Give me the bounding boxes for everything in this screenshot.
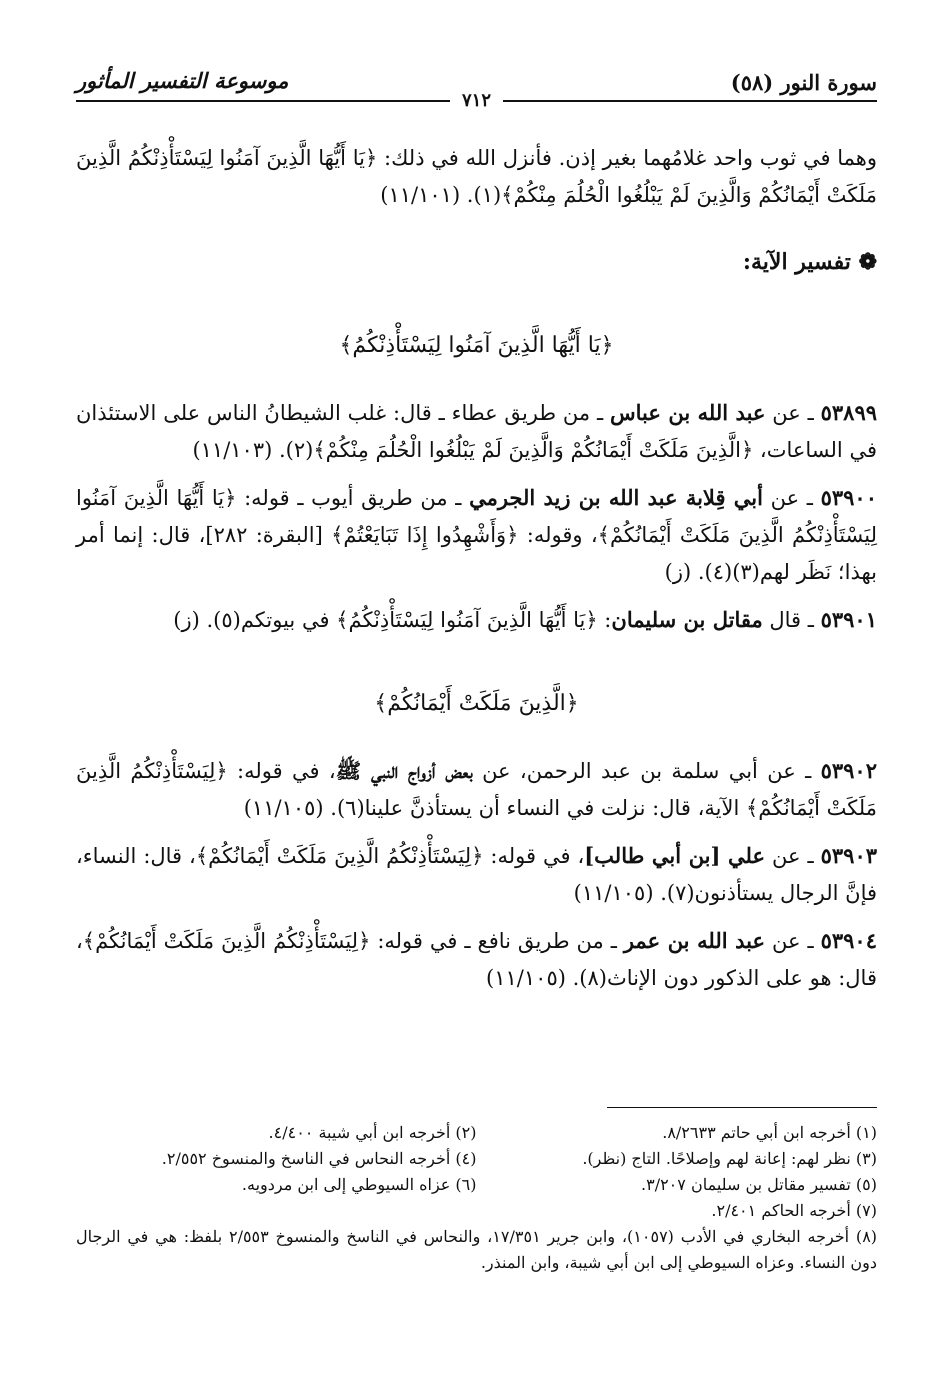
footnote-8: (٨) أخرجه البخاري في الأدب (١٠٥٧)، وابن جرير ١٧/٣٥١، والنحاس في الناسخ والمنسوخ ٢/٥٥٣ بلفظ: هي في الرجال دون النساء. وعزاه السيوطي إلى ابن أبي شيبة، وابن المنذر. xyxy=(76,1227,878,1272)
footnote-4: (٤) أخرجه النحاس في الناسخ والمنسوخ ٢/٥٥٢. xyxy=(161,1149,477,1168)
entry-number: ٥٣٩٠٤ xyxy=(820,928,877,953)
entry-number: ٥٣٩٠٢ xyxy=(820,758,877,783)
page-number-wrap xyxy=(76,90,877,111)
entry-text: ـ من طريق أيوب ـ قوله: ﴿يَا أَيُّهَا الَّذِينَ آمَنُوا لِيَسْتَأْذِنْكُمُ الَّذِينَ مَلَكَتْ أَيْمَانُكُمْ﴾، وقوله: ﴿وَأَشْهِدُوا إِذَا تَبَايَعْتُمْ﴾ [البقرة: ٢٨٢]، قال: إنما أمر بهذا؛ نَظَر لهم(٣)(٤). (ز) xyxy=(76,486,877,584)
footnote-3: (٣) نظر لهم: إعانة لهم وإصلاحًا. التاج (نظر). xyxy=(582,1149,877,1168)
main-text xyxy=(76,140,877,1007)
entry-53902 xyxy=(76,752,877,827)
entry-narrator: أبي قِلابة عبد الله بن زيد الجرمي xyxy=(469,485,763,510)
entry-narrator: عبد الله بن عمر xyxy=(623,928,766,953)
footnotes xyxy=(76,1120,877,1276)
entry-number: ٥٣٩٠٠ xyxy=(820,485,877,510)
entry-lead: ـ عن xyxy=(765,844,821,868)
entry-53901 xyxy=(76,601,877,639)
entry-lead: ـ عن xyxy=(765,929,821,953)
entry-narrator: بعض أزواج النبي ﷺ xyxy=(335,758,473,783)
footnote-6: (٦) عزاه السيوطي إلى ابن مردويه. xyxy=(241,1175,477,1194)
surah-title: سورة النور (٥٨) xyxy=(730,70,877,95)
section-title: ❁ تفسير الآية: xyxy=(742,249,877,275)
footnote-row xyxy=(76,1120,877,1146)
entry-number: ٥٣٩٠٣ xyxy=(820,843,878,868)
entry-53904 xyxy=(76,922,877,997)
footnote-row xyxy=(76,1172,877,1198)
entry-53899 xyxy=(76,394,877,469)
entry-number: ٥٣٨٩٩ xyxy=(820,400,878,425)
entry-lead: ـ عن أبي سلمة بن عبد الرحمن، عن xyxy=(472,759,821,783)
book-title: موسوعة التفسير المأثور xyxy=(76,68,289,93)
footnote-row xyxy=(76,1146,877,1172)
entry-narrator: عبد الله بن عباس xyxy=(609,400,766,425)
footnote-5: (٥) تفسير مقاتل بن سليمان ٣/٢٠٧. xyxy=(641,1175,877,1194)
entry-number: ٥٣٩٠١ xyxy=(820,607,877,632)
entry-lead: ـ قال xyxy=(762,608,821,632)
entry-lead: ـ عن xyxy=(765,401,821,425)
entry-lead: ـ عن xyxy=(762,486,821,510)
footnote-2: (٢) أخرجه ابن أبي شيبة ٤/٤٠٠. xyxy=(268,1123,477,1142)
entry-text: ـ من طريق نافع ـ في قوله: ﴿لِيَسْتَأْذِنْكُمُ الَّذِينَ مَلَكَتْ أَيْمَانُكُمْ﴾، قال: هو على الذكور دون الإناث(٨). (١١/١٠٥) xyxy=(76,929,877,990)
entry-text: : ﴿يَا أَيُّهَا الَّذِينَ آمَنُوا لِيَسْتَأْذِنْكُمُ﴾ في بيوتكم(٥). (ز) xyxy=(173,608,612,632)
page-number: ٧١٢ xyxy=(450,90,503,111)
entry-53903 xyxy=(76,837,877,912)
footnote-7: (٧) أخرجه الحاكم ٢/٤٠١. xyxy=(711,1201,877,1220)
entry-narrator: علي [بن أبي طالب] xyxy=(584,843,766,868)
entry-text: ، في قوله: ﴿لِيَسْتَأْذِنْكُمُ الَّذِينَ مَلَكَتْ أَيْمَانُكُمْ﴾ الآية، قال: نزلت في النساء أن يستأذنَّ علينا(٦). (١١/١٠٥) xyxy=(76,759,877,820)
footnote-divider xyxy=(607,1107,877,1108)
footnote-row xyxy=(76,1198,877,1224)
ayah-heading-1: ﴿يَا أَيُّهَا الَّذِينَ آمَنُوا لِيَسْتَأْذِنْكُمُ﴾ xyxy=(339,333,614,358)
ayah-heading-2: ﴿الَّذِينَ مَلَكَتْ أَيْمَانُكُمْ﴾ xyxy=(374,691,579,716)
page-header xyxy=(76,58,877,111)
entry-narrator: مقاتل بن سليمان xyxy=(611,607,763,632)
entry-text: ، في قوله: ﴿لِيَسْتَأْذِنْكُمُ الَّذِينَ مَلَكَتْ أَيْمَانُكُمْ﴾، قال: النساء، فإنَّ الرجال يستأذنون(٧). (١١/١٠٥) xyxy=(76,844,877,905)
footnote-1: (١) أخرجه ابن أبي حاتم ٨/٢٦٣٣. xyxy=(662,1123,877,1142)
entry-53900 xyxy=(76,479,877,591)
entry-text: ـ من طريق عطاء ـ قال: غلب الشيطانُ الناس على الاستئذان في الساعات، ﴿الَّذِينَ مَلَكَتْ أَيْمَانُكُمْ وَالَّذِينَ لَمْ يَبْلُغُوا الْحُلُمَ مِنْكُمْ﴾(٢). (١١/١٠٣) xyxy=(76,401,877,462)
intro-paragraph: وهما في ثوب واحد غلامُهما بغير إذن. فأنزل الله في ذلك: ﴿يَا أَيُّهَا الَّذِينَ آمَنُوا لِيَسْتَأْذِنْكُمُ الَّذِينَ مَلَكَتْ أَيْمَانُكُمْ وَالَّذِينَ لَمْ يَبْلُغُوا الْحُلُمَ مِنْكُمْ﴾(١). (١١/١٠١) xyxy=(76,146,877,207)
